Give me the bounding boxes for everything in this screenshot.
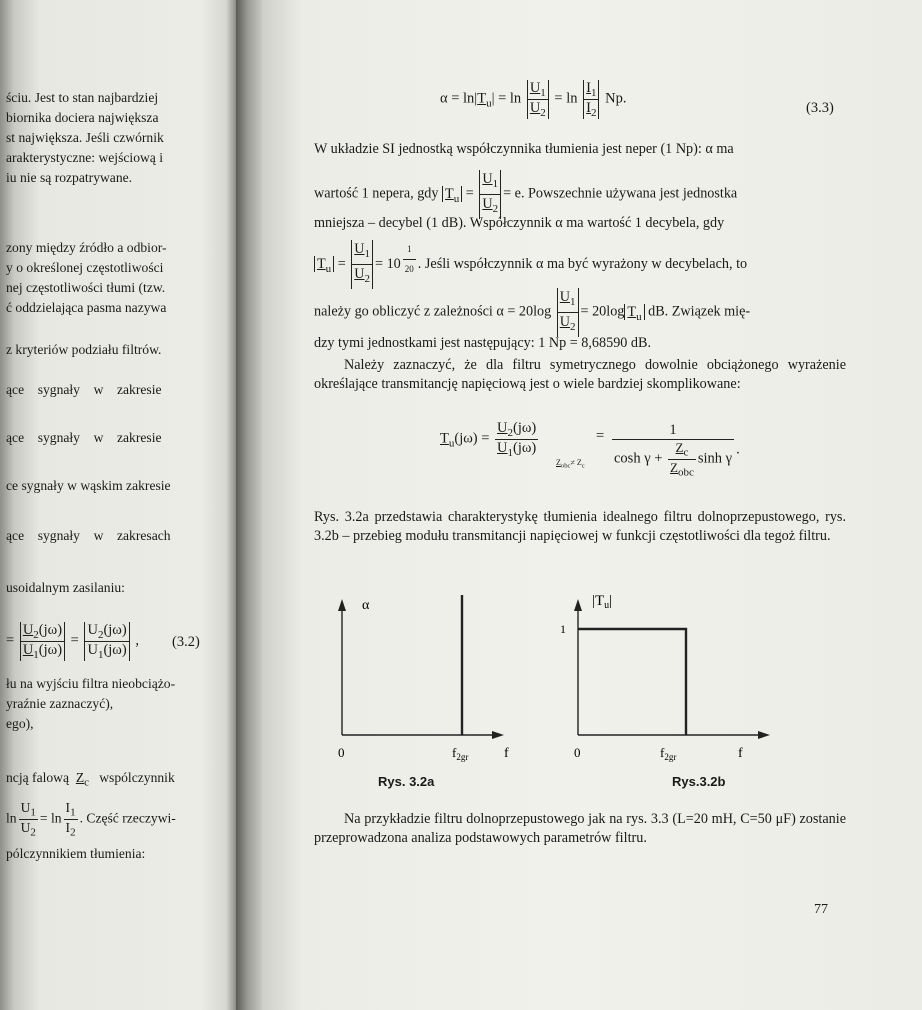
paragraph-line: mniejsza – decybel (1 dB). Współczynnik α ma wartość 1 decybela, gdy: [314, 215, 725, 231]
left-line: ące sygnały w zakresie: [6, 382, 162, 397]
left-line: pólczynnikiem tłumienia:: [6, 846, 146, 861]
fig-b-xlabel: f: [738, 746, 743, 761]
left-line: usoidalnym zasilaniu:: [6, 580, 125, 595]
fig-b-transmittance-line: [578, 629, 686, 735]
left-line: z kryteriów podziału filtrów.: [6, 342, 162, 357]
left-line: iu nie są rozpatrywane.: [6, 170, 133, 185]
left-line: ć oddzielająca pasma nazywa: [6, 300, 167, 315]
equation-cosh-fraction: 1 cosh γ + $\frac{Z_c}{Z_{obc}}$ sinh γ .: [614, 422, 740, 479]
paragraph-line: $T_u$ = $\frac{U_1}{U_2}$ = 10 $^{\frac{1}{20}}$ . Jeśli współczynnik α ma być wyrażony w decybelach, to: [314, 240, 846, 289]
left-line: biornika dociera największa: [6, 110, 159, 125]
figure-3-2b: [560, 593, 770, 762]
figure-3-2: [320, 585, 850, 795]
left-line: ściu. Jest to stan najbardziej: [6, 90, 159, 105]
left-equation: = $\frac{U_2(j\omega)}{U_1(j\omega)}$ = $\frac{U_2(j\omega)}{U_1(j\omega)}$ ,: [6, 622, 139, 661]
fig-a-tick: $f_{2gr}$: [452, 745, 469, 762]
fig-b-origin: 0: [574, 745, 581, 760]
fig-b-y-arrow: [574, 599, 582, 611]
left-line: arakterystyczne: wejściową i: [6, 150, 164, 165]
equation-equals: =: [596, 428, 605, 444]
left-line: ące sygnały w zakresie: [6, 430, 162, 445]
left-line: ce sygnały w wąskim zakresie: [6, 478, 171, 493]
fig-b-ytick: 1: [560, 622, 566, 636]
left-line: ące sygnały w zakresach: [6, 528, 171, 543]
figure-caption-a: Rys. 3.2a: [378, 774, 435, 789]
paragraph-line: W układzie SI jednostką współczynnika tłumienia jest neper (1 Np): α ma: [314, 141, 734, 157]
fig-b-tick: $f_{2gr}$: [660, 745, 677, 762]
equation-3-3: $\alpha = \ln|T_u| = \ln$ $\frac{U_1}{U_2}$ = ln $\frac{I_1}{I_2}$ Np.: [440, 80, 627, 119]
figure-3-2a: [338, 595, 509, 762]
fig-b-x-arrow: [758, 731, 770, 739]
fig-a-ylabel: α: [362, 598, 370, 613]
paragraph: Należy zaznaczyć, że dla filtru symetrycznego dowolnie obciążonego wyrażenie określające transmitancję napięciową jest o wiele bardziej skomplikowane:: [314, 357, 846, 392]
equation-number: (3.3): [806, 100, 834, 116]
left-line: łu na wyjściu filtra nieobciążo-: [6, 676, 176, 691]
equation-number: (3.2): [172, 634, 200, 650]
left-line: y o określonej częstotliwości: [6, 260, 164, 275]
paragraph: Rys. 3.2a przedstawia charakterystykę tłumienia idealnego filtru dolnoprzepustowego, rys. 3.2b – przebieg modułu transmitancji napięciowej w funkcji częstotliwości dla tegoż filtru.: [314, 509, 846, 544]
left-line: st największa. Jeśli czwórnik: [6, 130, 164, 145]
fig-a-xlabel: f: [504, 746, 509, 761]
fig-a-origin: 0: [338, 745, 345, 760]
fig-a-x-arrow: [492, 731, 504, 739]
paragraph-line: dzy tymi jednostkami jest następujący: 1 Np = 8,68590 dB.: [314, 335, 652, 351]
paragraph-line: wartość 1 nepera, gdy $T_u$ = $\frac{U_1}{U_2}$ = e. Powszechnie używana jest jednostka: [314, 170, 846, 219]
left-line: ncją falową $Z_c$ wspólczynnik: [6, 770, 175, 789]
figure-caption-b: Rys.3.2b: [672, 774, 726, 789]
equation-transmittance: $T_u(j\omega)$ = $\frac{U_2(j\omega)}{U_1(j\omega)}$: [440, 420, 537, 459]
paragraph-line: należy go obliczyć z zależności α = 20log $\frac{U_1}{U_2}$ = 20log $T_u$ dB. Związek mię-: [314, 288, 846, 337]
page-number: 77: [814, 902, 828, 917]
fig-a-y-arrow: [338, 599, 346, 611]
left-line: ego),: [6, 716, 34, 731]
left-line: zony między źródło a odbior-: [6, 240, 167, 255]
left-line: ln $\frac{U_1}{U_2}$ = ln $\frac{I_1}{I_2}$ . Część rzeczywi-: [6, 800, 176, 839]
paragraph: Na przykładzie filtru dolnoprzepustowego jak na rys. 3.3 (L=20 mH, C=50 μF) zostanie przeprowadzona analiza podstawowych parametrów filtru.: [314, 811, 846, 846]
left-line: nej częstotliwości tłumi (tzw.: [6, 280, 166, 295]
equation-condition: $Z_{obc}\ne Z_c$: [556, 458, 585, 470]
left-line: yraźnie zaznaczyć),: [6, 696, 114, 711]
fig-b-ylabel: $|T_u|$: [592, 593, 613, 611]
